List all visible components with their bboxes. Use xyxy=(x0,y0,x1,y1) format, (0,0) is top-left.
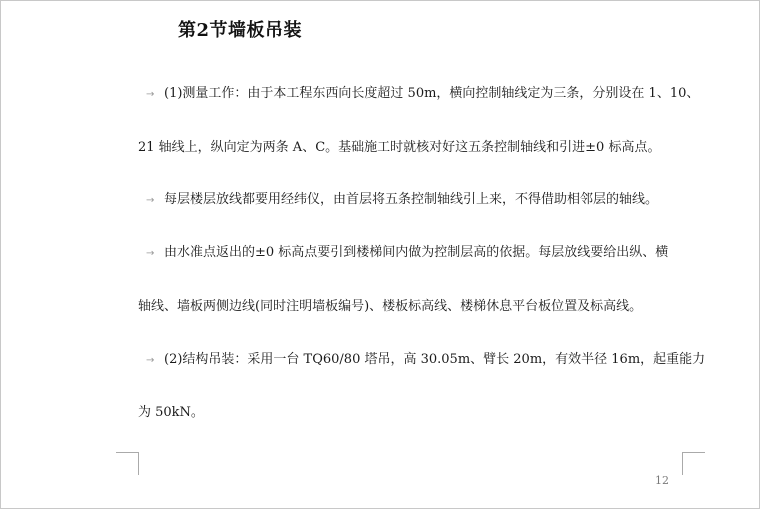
paragraph-line-5 xyxy=(138,295,642,314)
paragraph-line-6 xyxy=(146,348,705,367)
paragraph-mark-icon: → xyxy=(146,195,155,206)
paragraph-line-1 xyxy=(146,82,699,101)
line-text: 由水准点返出的±0 标高点要引到楼梯间内做为控制层高的依据。每层放线要给出纵、横 xyxy=(164,245,669,260)
line-text: 轴线、墙板两侧边线(同时注明墙板编号)、楼板标高线、楼梯休息平台板位置及标高线。 xyxy=(138,299,643,314)
paragraph-mark-icon: → xyxy=(146,355,155,366)
paragraph-line-2 xyxy=(138,136,660,155)
margin-corner-mark-right xyxy=(682,452,705,475)
line-text: 21 轴线上，纵向定为两条 A、C。基础施工时就核对好这五条控制轴线和引进±0 标高点。 xyxy=(138,140,661,155)
paragraph-mark-icon: → xyxy=(146,89,155,100)
line-text: (1)测量工作：由于本工程东西向长度超过 50m，横向控制轴线定为三条，分别设在 1、10、 xyxy=(164,86,700,101)
paragraph-line-3 xyxy=(146,188,658,207)
page-number: 12 xyxy=(655,474,669,487)
margin-corner-mark-left xyxy=(116,452,139,475)
paragraph-line-4 xyxy=(146,241,668,260)
paragraph-mark-icon: → xyxy=(146,248,155,259)
line-text: (2)结构吊装：采用一台 TQ60/80 塔吊，高 30.05m、臂长 20m，有效半径 16m，起重能力 xyxy=(164,352,706,367)
paragraph-line-7 xyxy=(138,401,204,420)
section-title: 第2节墙板吊装 xyxy=(178,20,303,41)
line-text: 每层楼层放线都要用经纬仪，由首层将五条控制轴线引上来，不得借助相邻层的轴线。 xyxy=(164,192,659,207)
line-text: 为 50kN。 xyxy=(138,405,204,420)
